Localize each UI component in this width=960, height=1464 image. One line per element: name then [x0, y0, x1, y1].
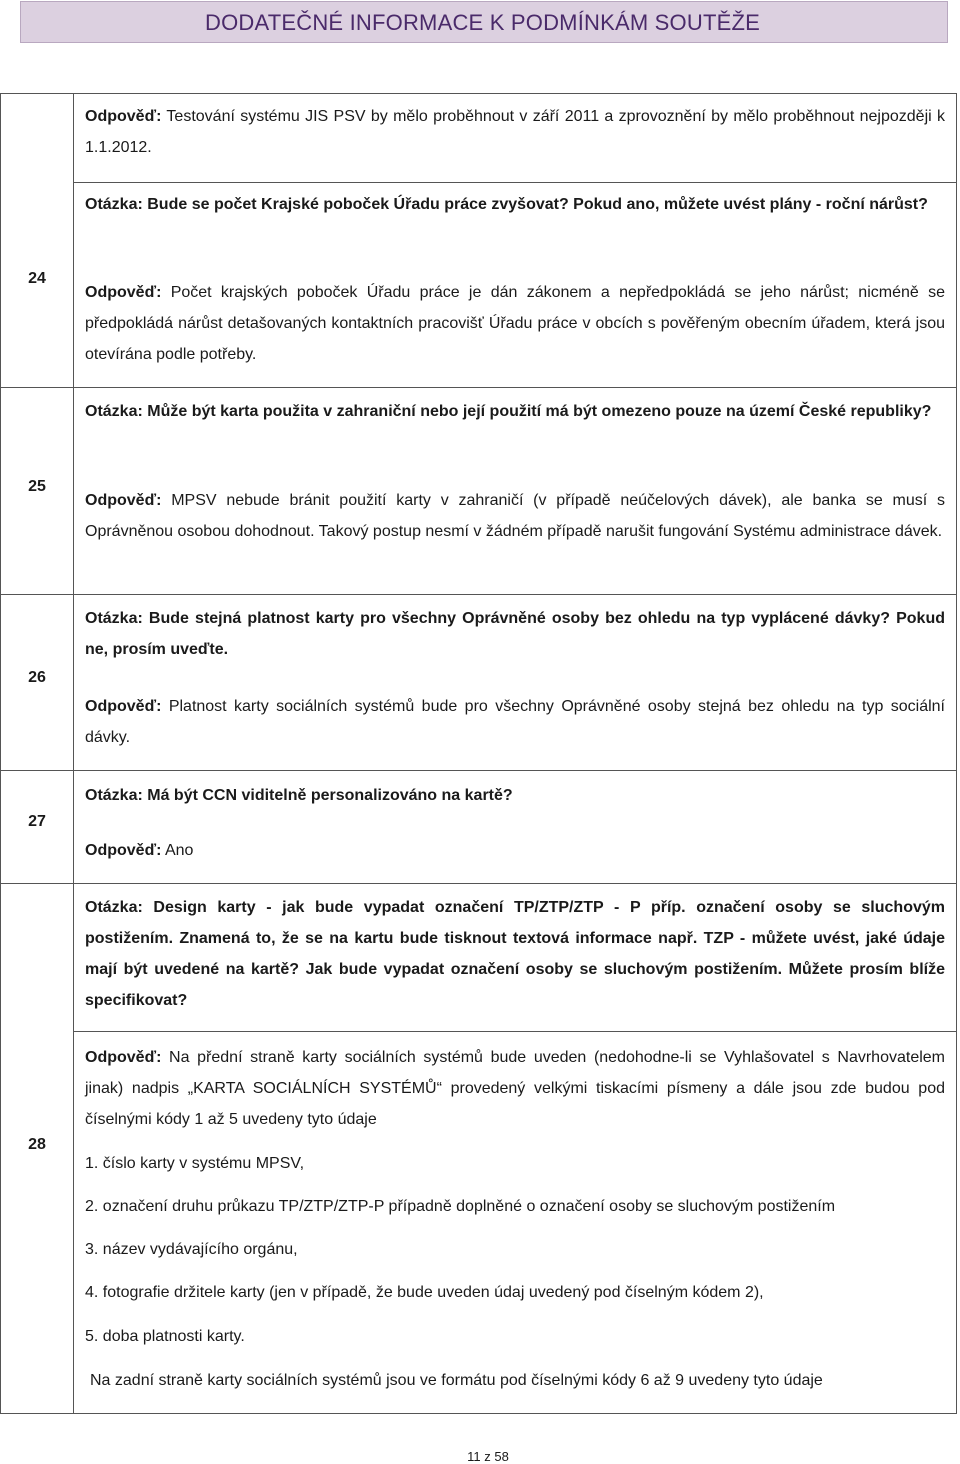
row-number: 27: [28, 813, 46, 830]
cell-divider: [73, 182, 957, 183]
answer-label: Odpověď:: [85, 284, 162, 301]
answer-paragraph: [85, 1042, 945, 1135]
answer-label: Odpověď:: [85, 842, 162, 859]
document-header: [20, 1, 948, 43]
question-paragraph: [85, 780, 945, 811]
question-label: Otázka:: [85, 196, 143, 213]
list-item: 3. název vydávajícího orgánu,: [85, 1241, 298, 1258]
question-label: Otázka:: [85, 899, 143, 916]
question-text: Má být CCN viditelně personalizováno na kartě?: [147, 787, 513, 804]
row-divider: [0, 770, 957, 771]
question-text: Může být karta použita v zahraniční nebo její použití má být omezeno pouze na území České republiky?: [147, 403, 932, 420]
answer-text: Ano: [164, 842, 194, 859]
answer-label: Odpověď:: [85, 1049, 162, 1066]
answer-paragraph: [85, 691, 945, 753]
back-side-text: Na zadní straně karty sociálních systémů jsou ve formátu pod číselnými kódy 6 až 9 uvedeny tyto údaje: [90, 1372, 823, 1389]
list-item: 1. číslo karty v systému MPSV,: [85, 1155, 305, 1172]
answer-text: Na přední straně karty sociálních systémů bude uveden (nedohodne-li se Vyhlašovatel s Navrhovatelem jinak) nadpis „KARTA SOCIÁLNÍCH SYSTÉMŮ“ provedený velkými tiskacími písmeny a dále jsou zde budou pod číselnými kódy 1 až 5 uvedeny tyto údaje: [85, 1049, 945, 1128]
question-label: Otázka:: [85, 403, 143, 420]
document-title: DODATEČNÉ INFORMACE K PODMÍNKÁM SOUTĚŽE: [205, 10, 760, 35]
table-column-divider: [73, 93, 74, 1414]
list-item: 5. doba platnosti karty.: [85, 1328, 245, 1345]
page-number: 11 z 58: [467, 1449, 509, 1464]
table-border-left: [0, 93, 1, 1414]
answer-paragraph: [85, 277, 945, 370]
answer-paragraph: [85, 485, 945, 547]
row-number: 28: [28, 1136, 46, 1153]
question-text: Bude se počet Krajské poboček Úřadu práce zvyšovat? Pokud ano, můžete uvést plány - roční nárůst?: [147, 196, 928, 213]
answer-label: Odpověď:: [85, 108, 162, 125]
answer-text: Počet krajských poboček Úřadu práce je dán zákonem a nepředpokládá se jeho nárůst; nicméně se předpokládá nárůst detašovaných kontaktních pracovišť Úřadu práce v obcích s pověřeným obecním úřadem, která jsou otevírána podle potřeby.: [85, 284, 945, 363]
question-label: Otázka:: [85, 610, 143, 627]
cell-divider: [73, 1031, 957, 1032]
row-divider: [0, 387, 957, 388]
question-paragraph: [85, 892, 945, 1016]
question-paragraph: [85, 603, 945, 665]
row-divider: [0, 594, 957, 595]
row-number: 26: [28, 669, 46, 686]
list-item: 2. označení druhu průkazu TP/ZTP/ZTP-P případně doplněné o označení osoby se sluchovým postižením: [85, 1198, 836, 1215]
table-border-top: [0, 93, 957, 94]
list-item: 4. fotografie držitele karty (jen v případě, že bude uveden údaj uvedený pod číselným kódem 2),: [85, 1284, 764, 1301]
row-number: 25: [28, 478, 46, 495]
answer-label: Odpověď:: [85, 698, 162, 715]
answer-label: Odpověď:: [85, 492, 162, 509]
row-number: 24: [28, 270, 46, 287]
question-paragraph: [85, 189, 945, 220]
question-paragraph: [85, 396, 945, 427]
answer-text: Testování systému JIS PSV by mělo proběhnout v září 2011 a zprovoznění by mělo proběhnout nejpozději k 1.1.2012.: [85, 108, 945, 156]
answer-text: Platnost karty sociálních systémů bude pro všechny Oprávněné osoby stejná bez ohledu na typ sociální dávky.: [85, 698, 946, 746]
row-divider: [0, 883, 957, 884]
question-text: Design karty - jak bude vypadat označení TP/ZTP/ZTP - P příp. označení osoby se sluchovým postižením. Znamená to, že se na kartu bude tisknout textová informace např. TZP - můžete uvést, jaké údaje mají být uvedené na kartě? Jak bude vypadat označení osoby se sluchovým postižením. Můžete prosím blíže specifikovat?: [85, 899, 945, 1009]
table-border-bottom: [0, 1413, 957, 1414]
table-border-right: [956, 93, 957, 1414]
question-text: Bude stejná platnost karty pro všechny Oprávněné osoby bez ohledu na typ vyplácené dávky? Pokud ne, prosím uveďte.: [85, 610, 945, 658]
answer-text: MPSV nebude bránit použití karty v zahraničí (v případě neúčelových dávek), ale banka se musí s Oprávněnou osobou dohodnout. Takový postup nesmí v žádném případě narušit fungování Systému administrace dávek.: [85, 492, 945, 540]
question-label: Otázka:: [85, 787, 143, 804]
answer-paragraph: [85, 835, 945, 866]
answer-continued: [85, 101, 945, 163]
